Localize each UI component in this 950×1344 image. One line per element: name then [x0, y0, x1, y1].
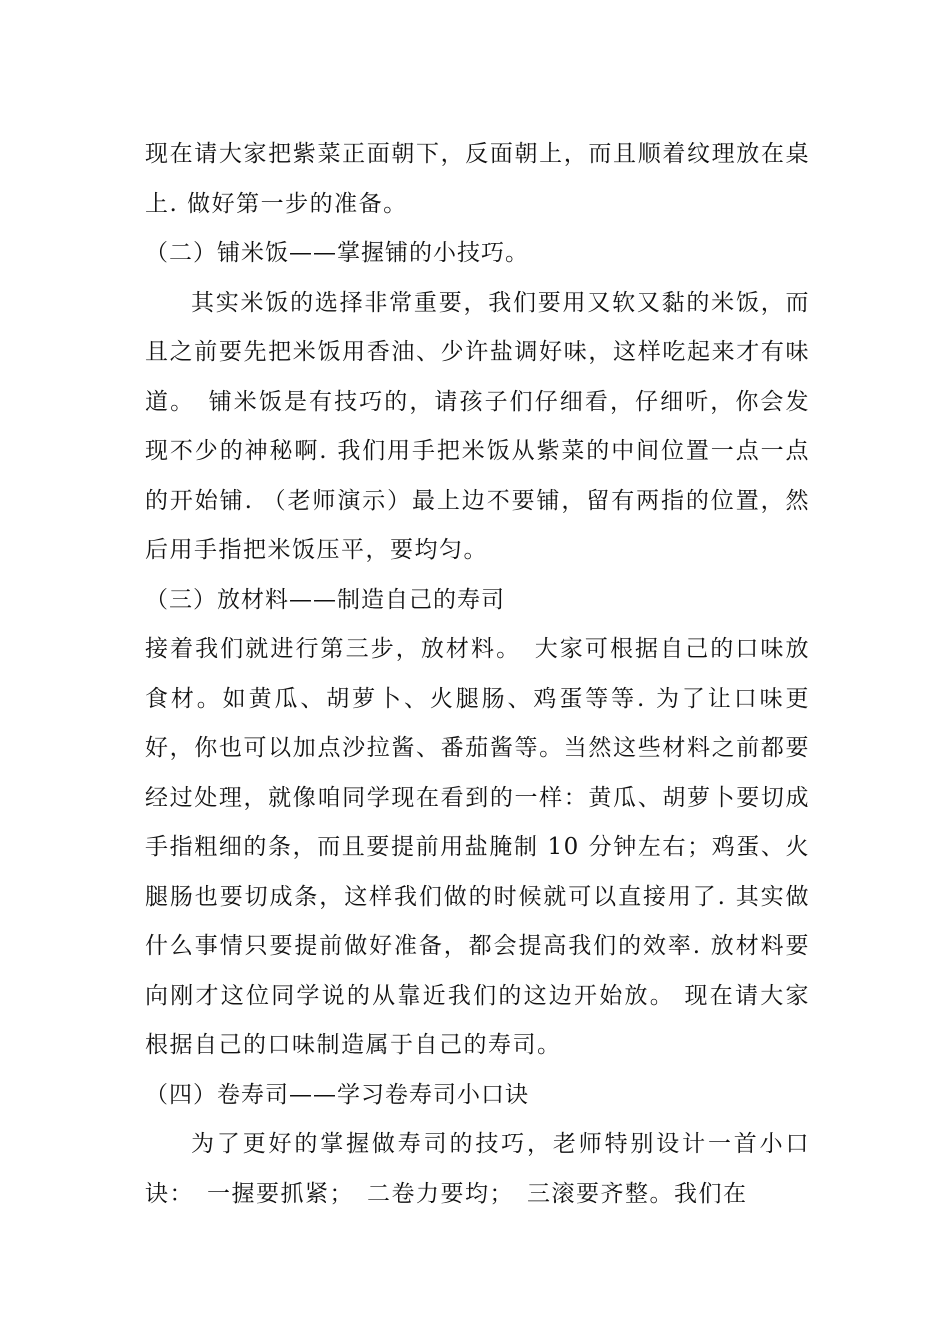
paragraph-step-one-end: 现在请大家把紫菜正面朝下，反面朝上，而且顺着纹理放在桌上. 做好第一步的准备。 — [145, 141, 810, 217]
section-heading-2: （二）铺米饭——掌握铺的小技巧。 — [145, 240, 529, 266]
section-heading-3: （三）放材料——制造自己的寿司 — [145, 586, 505, 613]
paragraph-rhyme: 为了更好的掌握做寿司的技巧，老师特别设计一首小口诀： 一握要抓紧； 二卷力要均； 三滚要齐整。我们在 — [145, 1131, 810, 1207]
document-body — [145, 130, 810, 1219]
section-heading-4: （四）卷寿司——学习卷寿司小口诀 — [145, 1081, 529, 1108]
paragraph-rice: 其实米饭的选择非常重要，我们要用又软又黏的米饭，而且之前要先把米饭用香油、少许盐调好味，这样吃起来才有味道。 铺米饭是有技巧的，请孩子们仔细看，仔细听，你会发现不少的神秘啊. 我们用手把米饭从紫菜的中间位置一点一点的开始铺. （老师演示）最上边不要铺，留有两指的位置，然后用手指把米饭压平，要均匀。 — [145, 289, 810, 563]
paragraph-ingredients: 接着我们就进行第三步，放材料。 大家可根据自己的口味放食材。如黄瓜、胡萝卜、火腿肠、鸡蛋等等. 为了让口味更好，你也可以加点沙拉酱、番茄酱等。当然这些材料之前都要经过处理，就像咱同学现在看到的一样：黄瓜、胡萝卜要切成手指粗细的条，而且要提前用盐腌制 10 分钟左右；鸡蛋、火腿肠也要切成条，这样我们做的时候就可以直接用了. 其实做什么事情只要提前做好准备，都会提高我们的效率. 放材料要向刚才这位同学说的从靠近我们的这边开始放。 现在请大家根据自己的口味制造属于自己的寿司。 — [145, 636, 810, 1058]
